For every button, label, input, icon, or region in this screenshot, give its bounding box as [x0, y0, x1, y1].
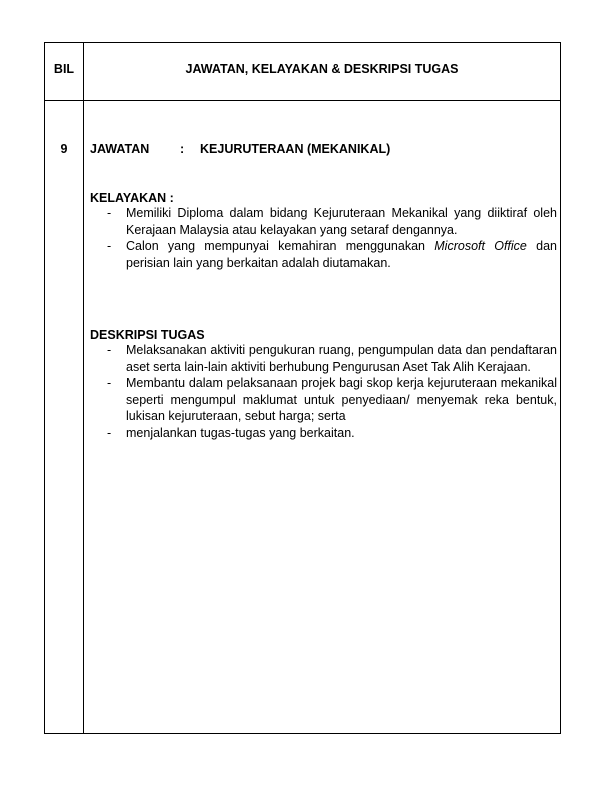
kelayakan-item-1: Memiliki Diploma dalam bidang Kejuruteraan Mekanikal yang diiktiraf oleh Kerajaan Malaysia atau kelayakan yang setaraf dengannya.: [126, 206, 557, 237]
dash-bullet: -: [107, 343, 112, 357]
microsoft-office-text: Microsoft Office: [434, 239, 527, 253]
deskripsi-item-1: Melaksanakan aktiviti pengukuran ruang, pengumpulan data dan pendaftaran aset serta lain-lain aktiviti berhubung Pengurusan Aset Tak Alih Kerajaan.: [126, 343, 557, 374]
jawatan-line: [90, 142, 557, 158]
dash-bullet: -: [107, 239, 112, 253]
deskripsi-item-3: menjalankan tugas-tugas yang berkaitan.: [126, 425, 355, 440]
header-bil: BIL: [53, 62, 75, 76]
deskripsi-item-2: Membantu dalam pelaksanaan projek bagi skop kerja kejuruteraan mekanikal seperti mengumpul maklumat untuk penyediaan/ menyemak reka bentuk, lukisan kejuruteraan, sebut harga; serta: [126, 376, 557, 423]
dash-bullet: -: [107, 425, 112, 440]
jawatan-value: KEJURUTERAAN (MEKANIKAL): [200, 142, 391, 156]
dash-bullet: -: [107, 376, 112, 390]
row-content: [90, 142, 557, 441]
kelayakan-item-2-after: dan perisian lain yang berkaitan adalah diutamakan.: [126, 239, 557, 270]
list-item: [90, 238, 557, 271]
kelayakan-heading: KELAYAKAN :: [90, 191, 174, 205]
jawatan-label: JAWATAN: [90, 142, 150, 156]
list-item: [90, 425, 557, 442]
jawatan-separator: :: [180, 142, 185, 156]
column-divider: [83, 43, 84, 733]
deskripsi-list: [90, 342, 557, 441]
list-item: [90, 205, 557, 238]
kelayakan-list: [90, 205, 557, 271]
list-item: [90, 342, 557, 375]
list-item: [90, 375, 557, 425]
job-table: [44, 42, 561, 734]
deskripsi-heading: DESKRIPSI TUGAS: [90, 328, 205, 342]
kelayakan-item-2-before: Calon yang mempunyai kemahiran menggunakan: [126, 239, 435, 253]
header-title: JAWATAN, KELAYAKAN & DESKRIPSI TUGAS: [185, 62, 459, 76]
dash-bullet: -: [107, 206, 112, 220]
header-divider: [45, 100, 560, 101]
row-number: 9: [60, 142, 68, 156]
